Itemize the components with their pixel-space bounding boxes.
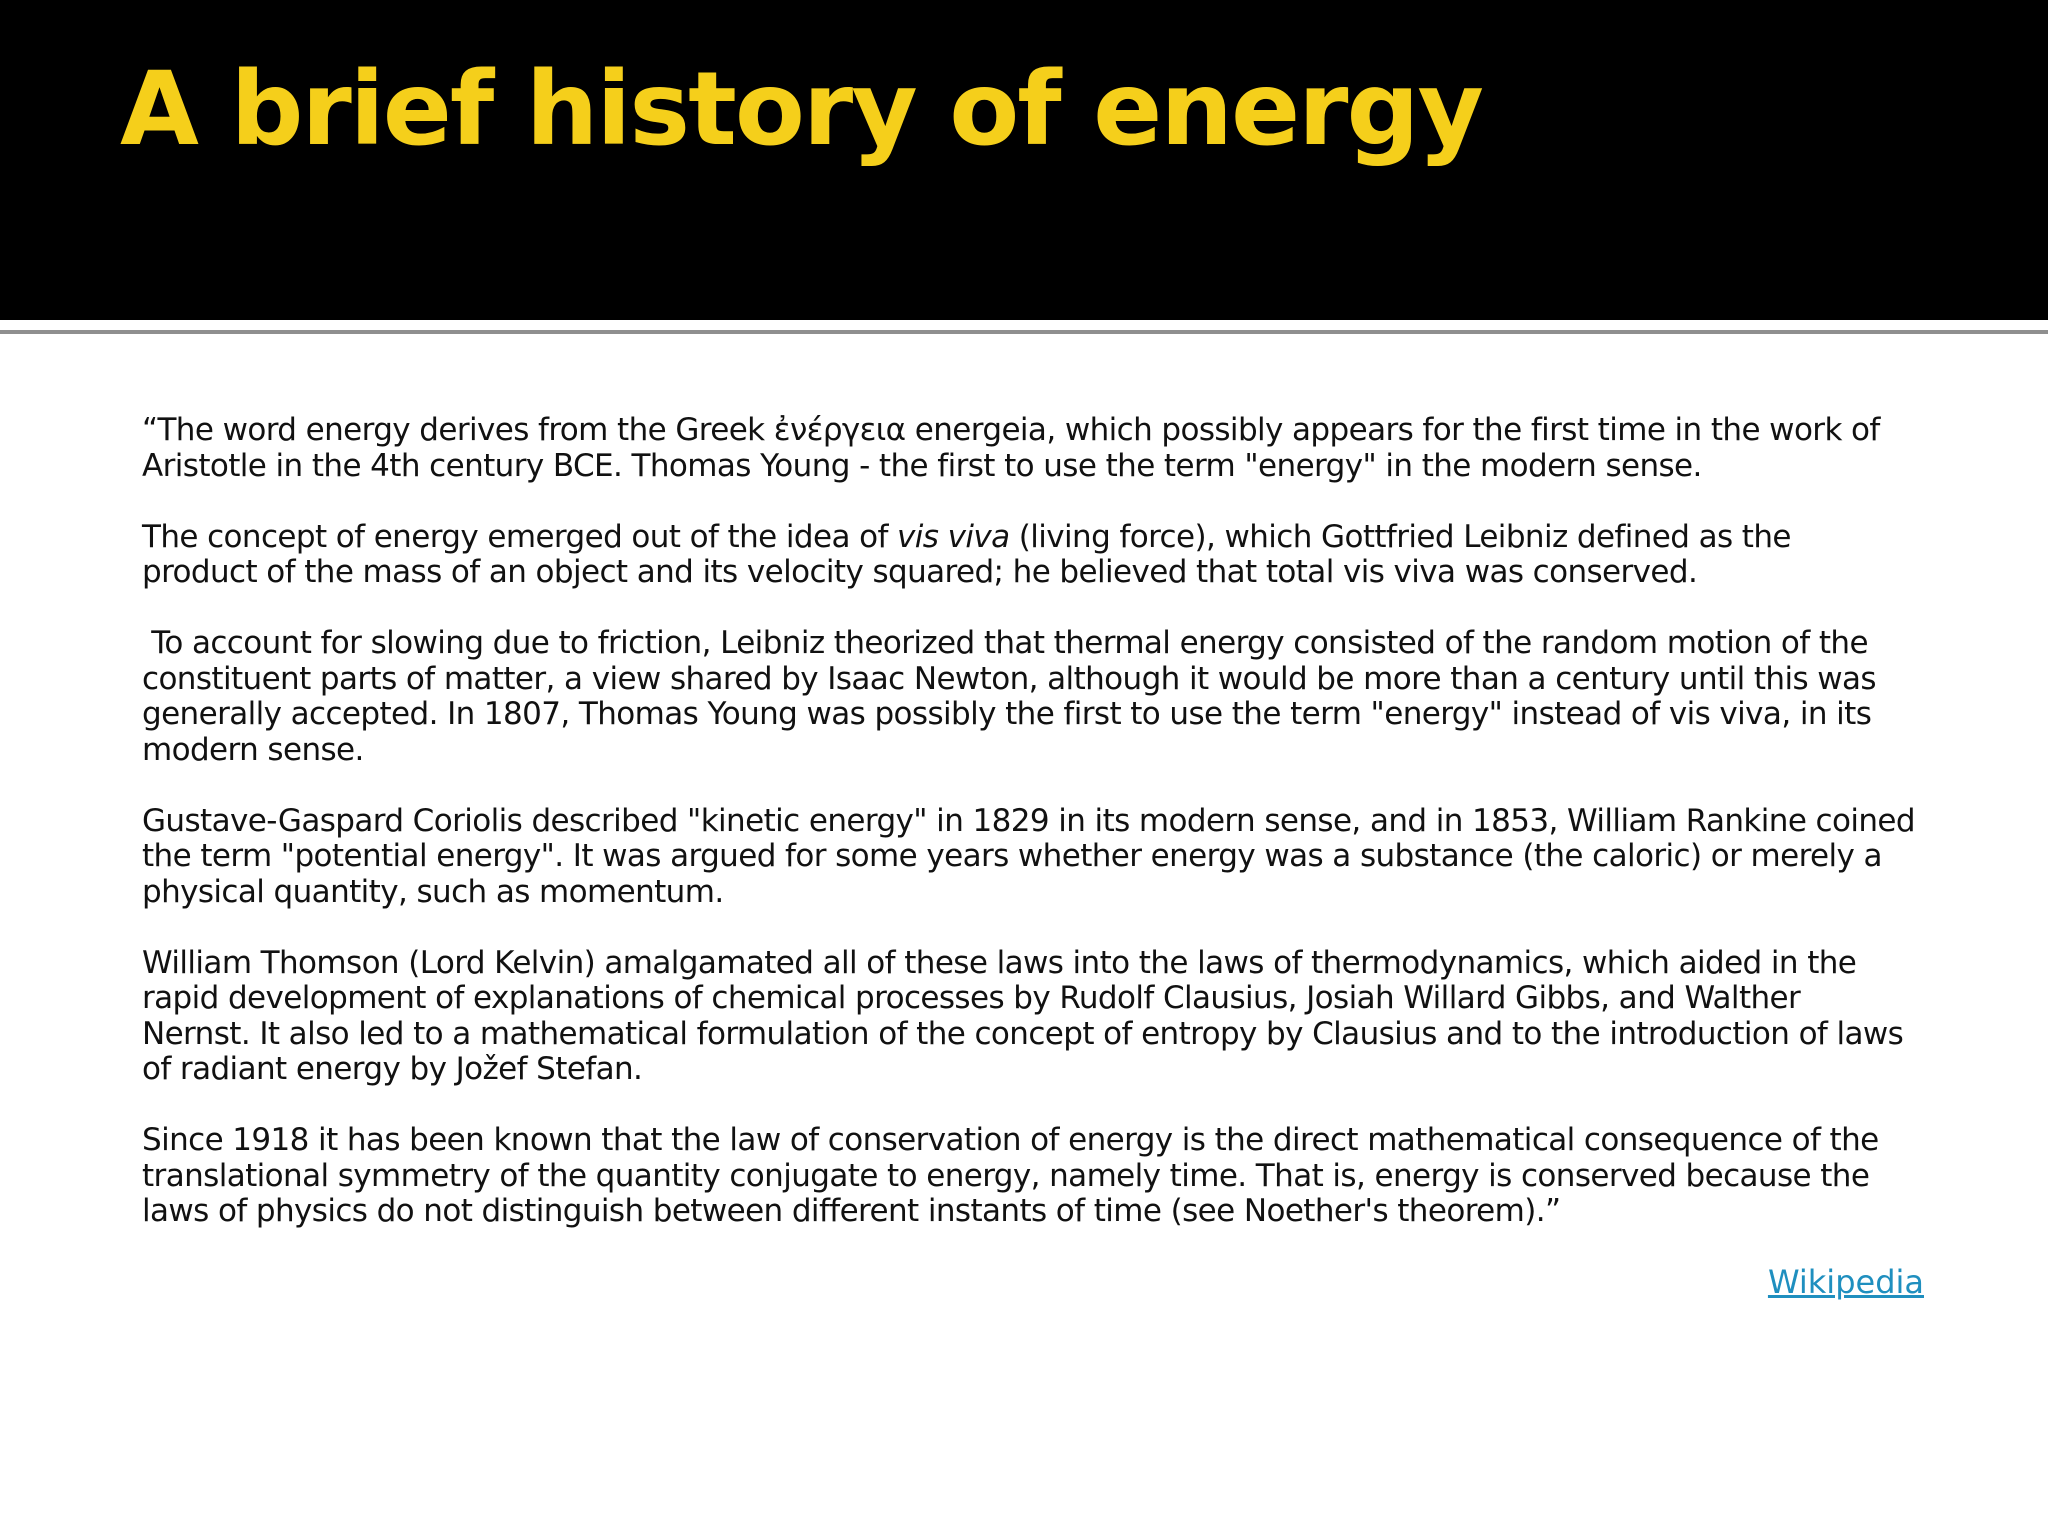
body-text <box>142 413 1942 1265</box>
text-line: Since 1918 it has been known that the law of conservation of energy is the direct mathematical consequence of the <box>142 1122 1879 1158</box>
text-line: product of the mass of an object and its velocity squared; he believed that total vis viva was conserved. <box>142 554 1698 590</box>
text-line: translational symmetry of the quantity conjugate to energy, namely time. That is, energy is conserved because the <box>142 1157 1870 1194</box>
text-line: Gustave-Gaspard Coriolis described "kinetic energy" in 1829 in its modern sense, and in 1853, William Rankine coined <box>142 802 1915 839</box>
paragraph-greek-origin <box>142 413 1942 484</box>
text-line: “The word energy derives from the Greek ἐνέργεια energeia, which possibly appears for the first time in the work of <box>142 412 1880 448</box>
paragraph-noether <box>142 1123 1942 1230</box>
text-line: constituent parts of matter, a view shared by Isaac Newton, although it would be more than a century until this was <box>142 660 1876 697</box>
paragraph-friction <box>142 626 1942 768</box>
text-line: laws of physics do not distinguish between different instants of time (see Noether's theorem).” <box>142 1193 1561 1229</box>
paragraph-vis-viva <box>142 520 1942 591</box>
text-line: William Thomson (Lord Kelvin) amalgamated all of these laws into the laws of thermodynamics, which aided in the <box>142 944 1857 981</box>
text-line: generally accepted. In 1807, Thomas Young was possibly the first to use the term "energy" instead of vis viva, in its <box>142 696 1872 732</box>
text-line: To account for slowing due to friction, Leibniz theorized that thermal energy consisted of the random motion of the <box>142 625 1868 661</box>
text-segment: (living force), which Gottfried Leibniz defined as the <box>1009 518 1791 555</box>
title-bar <box>0 0 2048 320</box>
paragraph-kinetic-potential <box>142 804 1942 911</box>
text-line: the term "potential energy". It was argued for some years whether energy was a substance (the caloric) or merely a <box>142 838 1882 874</box>
text-line: Aristotle in the 4th century BCE. Thomas Young - the first to use the term "energy" in the modern sense. <box>142 447 1702 484</box>
wikipedia-source-link[interactable]: Wikipedia <box>1767 1263 1924 1301</box>
text-line: physical quantity, such as momentum. <box>142 873 724 910</box>
text-line <box>142 520 1942 556</box>
paragraph-thermodynamics <box>142 946 1942 1088</box>
slide-title: A brief history of energy <box>120 50 1482 169</box>
text-line: of radiant energy by Jožef Stefan. <box>142 1051 643 1087</box>
text-line: rapid development of explanations of chemical processes by Rudolf Clausius, Josiah Willard Gibbs, and Walther <box>142 980 1801 1016</box>
emphasis-vis-viva: vis viva <box>897 518 1010 555</box>
text-line: modern sense. <box>142 731 364 768</box>
text-line: Nernst. It also led to a mathematical formulation of the concept of entropy by Clausius and to the introduction of laws <box>142 1015 1904 1052</box>
title-divider <box>0 330 2048 334</box>
text-segment: The concept of energy emerged out of the idea of <box>142 518 898 555</box>
